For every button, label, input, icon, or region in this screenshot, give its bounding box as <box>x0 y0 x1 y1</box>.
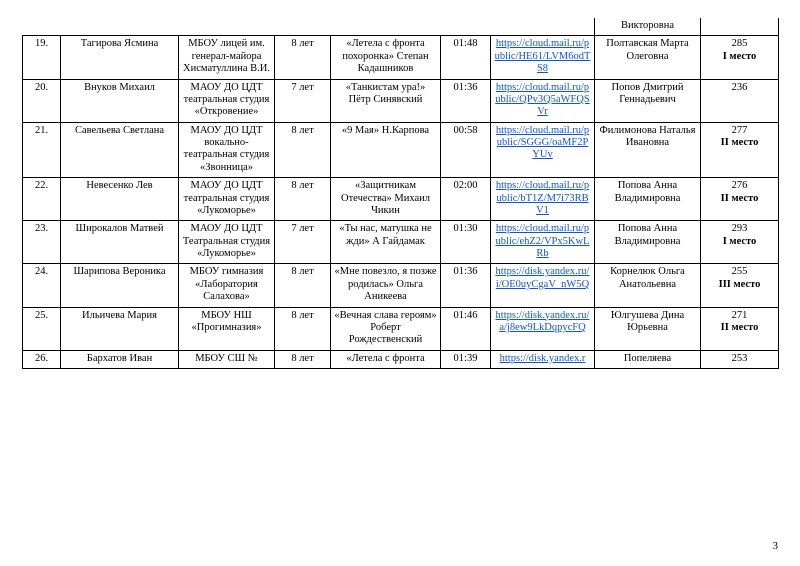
cell-empty-name <box>61 18 179 36</box>
cell-participant-name: Бархатов Иван <box>61 350 179 368</box>
cell-teacher: Филимонова Наталья Ивановна <box>595 122 701 178</box>
score-value: 276 <box>731 180 748 192</box>
cell-link[interactable]: https://cloud.mail.ru/public/SGGG/oaMF2PYUv <box>491 122 595 178</box>
cell-age: 8 лет <box>275 178 331 221</box>
cell-participant-name: Тагирова Ясмина <box>61 36 179 79</box>
cell-participant-name: Широкалов Матвей <box>61 221 179 264</box>
score-value: 285 <box>731 38 748 50</box>
cell-participant-name: Внуков Михаил <box>61 79 179 122</box>
cell-link[interactable]: https://disk.yandex.ru/a/j8ew9LkDqpycFQ <box>491 307 595 350</box>
table-row <box>23 178 779 221</box>
cell-organization: МАОУ ДО ЦДТ Театральная студия «Лукоморье» <box>179 221 275 264</box>
score-place: I место <box>722 235 757 247</box>
table-body <box>23 18 779 369</box>
score-place: III место <box>718 278 761 290</box>
cell-empty-score <box>701 18 779 36</box>
cell-teacher: Корнелюк Ольга Анатольевна <box>595 264 701 307</box>
cell-duration: 01:36 <box>441 264 491 307</box>
cell-participant-name: Шарипова Вероника <box>61 264 179 307</box>
table-row <box>23 79 779 122</box>
cell-teacher-fragment: Викторовна <box>595 18 701 36</box>
cell-work: «Защитникам Отечества» Михаил Чикин <box>331 178 441 221</box>
cell-organization: МБОУ гимназия «Лаборатория Салахова» <box>179 264 275 307</box>
cell-duration: 02:00 <box>441 178 491 221</box>
cell-link[interactable]: https://disk.yandex.r <box>491 350 595 368</box>
cell-duration: 01:30 <box>441 221 491 264</box>
score-place: II место <box>720 321 759 333</box>
cell-age: 8 лет <box>275 307 331 350</box>
cell-work: «Летела с фронта похоронка» Степан Кадашников <box>331 36 441 79</box>
cell-participant-name: Савельева Светлана <box>61 122 179 178</box>
cell-link[interactable]: https://cloud.mail.ru/public/HE61/LVM6odTS8 <box>491 36 595 79</box>
cell-number: 19. <box>23 36 61 79</box>
cell-organization: МБОУ НШ «Прогимназия» <box>179 307 275 350</box>
cell-age: 7 лет <box>275 221 331 264</box>
cell-empty-link <box>491 18 595 36</box>
cell-teacher: Полтавская Марта Олеговна <box>595 36 701 79</box>
cell-teacher: Попов Дмитрий Геннадьевич <box>595 79 701 122</box>
cell-score <box>701 307 779 350</box>
cell-empty-org <box>179 18 275 36</box>
cell-link[interactable]: https://disk.yandex.ru/i/OE0uyCgaV_nW5Q <box>491 264 595 307</box>
cell-link[interactable]: https://cloud.mail.ru/public/ehZ2/VPx5KwLRb <box>491 221 595 264</box>
cell-participant-name: Ильичева Мария <box>61 307 179 350</box>
cell-score <box>701 79 779 122</box>
cell-score <box>701 122 779 178</box>
cell-number: 26. <box>23 350 61 368</box>
cell-age: 8 лет <box>275 36 331 79</box>
cell-link[interactable]: https://cloud.mail.ru/public/bT1Z/M7i73RBV1 <box>491 178 595 221</box>
cell-number: 22. <box>23 178 61 221</box>
cell-number: 21. <box>23 122 61 178</box>
table-row <box>23 221 779 264</box>
cell-age: 7 лет <box>275 79 331 122</box>
cell-teacher: Попова Анна Владимировна <box>595 221 701 264</box>
table-row <box>23 350 779 368</box>
cell-organization: МАОУ ДО ЦДТ театральная студия «Лукоморье» <box>179 178 275 221</box>
cell-work: «9 Мая» Н.Карпова <box>331 122 441 178</box>
cell-participant-name: Невесенко Лев <box>61 178 179 221</box>
score-place: II место <box>720 137 759 148</box>
results-table <box>22 18 779 369</box>
score-value: 253 <box>731 352 748 364</box>
cell-duration: 01:36 <box>441 79 491 122</box>
cell-age: 8 лет <box>275 264 331 307</box>
cell-duration: 01:48 <box>441 36 491 79</box>
table-row <box>23 264 779 307</box>
cell-number: 23. <box>23 221 61 264</box>
cell-link[interactable]: https://cloud.mail.ru/public/QPv3Q5aWFQSVr <box>491 79 595 122</box>
score-value: 293 <box>731 223 748 235</box>
cell-work: «Мне повезло, я позже родилась» Ольга Аникеева <box>331 264 441 307</box>
cell-duration: 01:46 <box>441 307 491 350</box>
cell-age: 8 лет <box>275 122 331 178</box>
cell-number: 20. <box>23 79 61 122</box>
cell-teacher: Попова Анна Владимировна <box>595 178 701 221</box>
cell-organization: МБОУ СШ № <box>179 350 275 368</box>
cell-empty-num <box>23 18 61 36</box>
cell-duration: 01:39 <box>441 350 491 368</box>
cell-empty-work <box>331 18 441 36</box>
cell-number: 24. <box>23 264 61 307</box>
score-value: 277 <box>731 124 748 136</box>
score-value: 255 <box>731 266 748 278</box>
cell-score <box>701 350 779 368</box>
cell-teacher: Попеляева <box>595 350 701 368</box>
cell-teacher: Юлгушева Дина Юрьевна <box>595 307 701 350</box>
score-place: II место <box>720 192 759 204</box>
cell-work: «Танкистам ура!» Пётр Синявский <box>331 79 441 122</box>
cell-organization: МАОУ ДО ЦДТ театральная студия «Откровение» <box>179 79 275 122</box>
cell-score <box>701 36 779 79</box>
cell-work: «Вечная слава героям» Роберт Рождественский <box>331 307 441 350</box>
table-row <box>23 307 779 350</box>
score-place: I место <box>722 50 757 62</box>
page-number: 3 <box>772 540 778 552</box>
cell-work: «Летела с фронта <box>331 350 441 368</box>
cell-score <box>701 221 779 264</box>
cell-empty-time <box>441 18 491 36</box>
score-value: 271 <box>731 309 748 321</box>
cell-duration: 00:58 <box>441 122 491 178</box>
cell-number: 25. <box>23 307 61 350</box>
table-row-partial <box>23 18 779 36</box>
table-row <box>23 36 779 79</box>
cell-score <box>701 178 779 221</box>
cell-empty-age <box>275 18 331 36</box>
cell-work: «Ты нас, матушка не жди» А Гайдамак <box>331 221 441 264</box>
table-row <box>23 122 779 178</box>
cell-score <box>701 264 779 307</box>
cell-organization: МАОУ ДО ЦДТ вокально-театральная студия «Звонница» <box>179 122 275 178</box>
cell-organization: МБОУ лицей им. генерал-майора Хисматуллина В.И. <box>179 36 275 79</box>
cell-age: 8 лет <box>275 350 331 368</box>
score-value: 236 <box>731 81 748 93</box>
